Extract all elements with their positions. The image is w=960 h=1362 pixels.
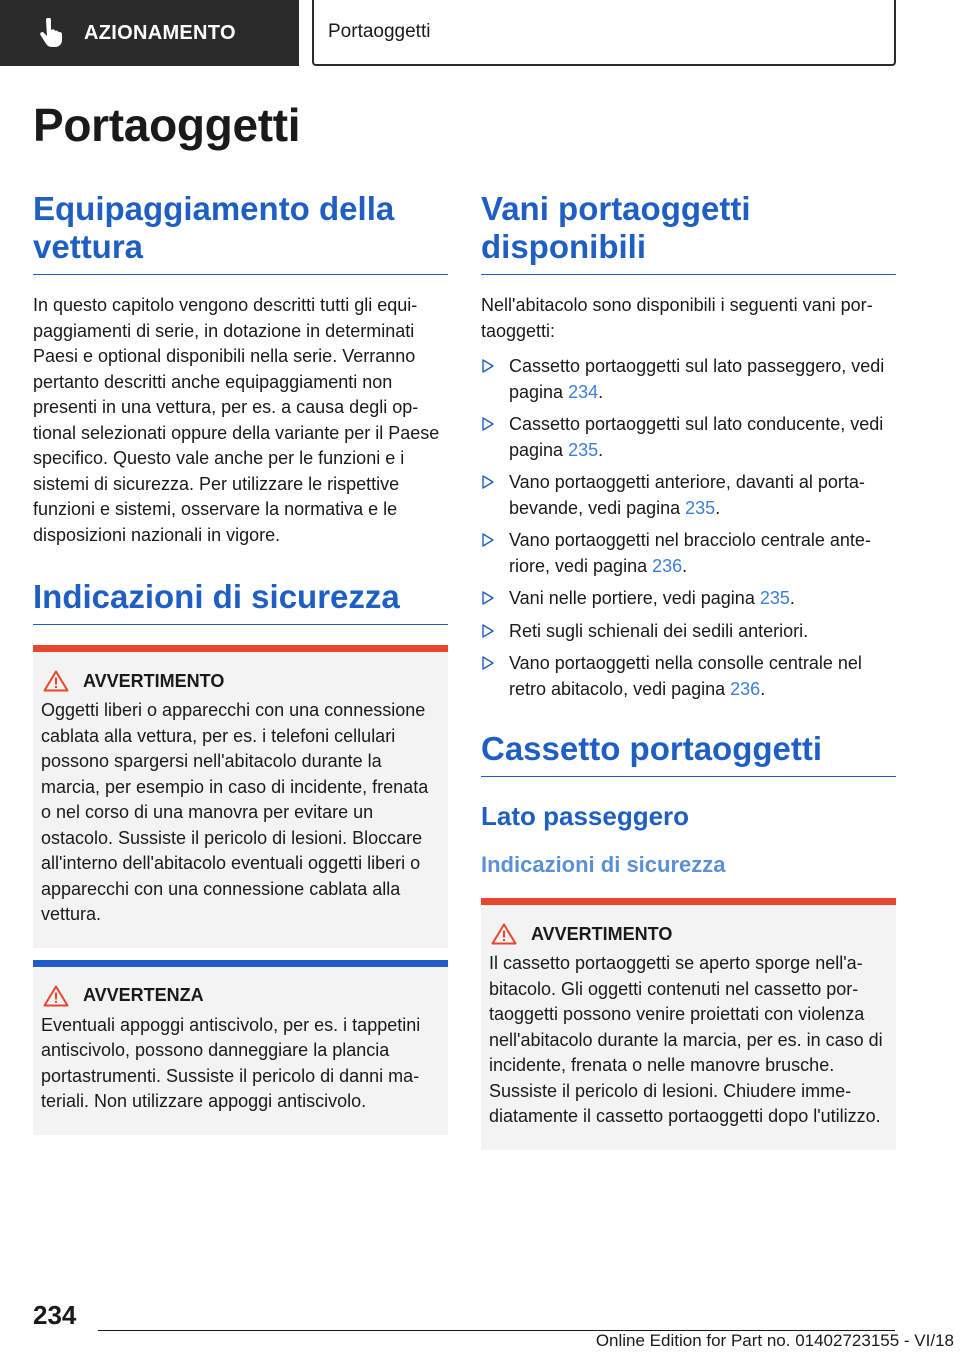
list-item-end: . [789, 588, 795, 608]
list-item-end: . [715, 497, 721, 518]
list-item [481, 354, 896, 405]
page-link[interactable]: 234 [568, 381, 599, 402]
warning-text: Oggetti liberi o apparecchi con una connessione cablata alla vettura, per es. i telefoni cellulari possono spargersi nell'abitacolo durante la marcia, per esempio in caso di incidente, frenata o nel corso di una manovra per evitare un ostacolo. Sussiste il pericolo di lesioni. Bloccare all'interno dell'abitacolo eventuali oggetti liberi o apparecchi con una connessione cablata alla vettura. [41, 700, 429, 924]
list-item-end: . [598, 439, 604, 460]
list-item [481, 528, 896, 579]
triangle-bullet-icon [481, 654, 495, 672]
triangle-bullet-icon [481, 357, 495, 375]
warning-header [41, 670, 440, 692]
section-tab-label: AZIONAMENTO [84, 21, 236, 44]
glovebox-warning-header [489, 923, 888, 945]
chapter-tab-label: Portaoggetti [328, 21, 431, 42]
subsection-heading-passenger: Lato passeggero [481, 801, 690, 831]
section-tab[interactable] [0, 0, 299, 66]
triangle-bullet-icon [481, 415, 495, 433]
list-item-text: Vano portaoggetti nel bracciolo centrale anteriore, vedi pagina [509, 530, 871, 576]
list-item-end: . [760, 678, 766, 699]
list-item-end: . [682, 555, 688, 576]
page-link[interactable]: 235 [568, 439, 599, 460]
page-link[interactable]: 235 [685, 497, 716, 518]
section-heading-compartments: Vani portaoggetti disponibili [481, 190, 896, 275]
list-item [481, 412, 896, 463]
equipment-paragraph: In questo capitolo vengono descritti tutti gli equipaggiamenti di serie, in dotazione in determinati Paesi e optional disponibili nella serie. Verranno pertanto descritti anche equipaggiamenti non presenti in una vettura, per es. a causa degli optional selezionati oppure della variante per il Paese specifico. Questo vale anche per le funzioni e i sistemi di sicurezza. Per utilizzare le rispettive funzioni e sistemi, osservare la normativa e le disposizioni nazionali in vigore. [33, 295, 440, 545]
glovebox-warning-label: AVVERTIMENTO [531, 923, 673, 944]
list-item-text: Vano portaoggetti anteriore, davanti al portabevande, vedi pagina [509, 472, 865, 518]
list-item-text: Cassetto portaoggetti sul lato conducente, vedi pagina [509, 414, 884, 460]
edition-footer: Online Edition for Part no. 01402723155 - VI/18 [595, 1331, 954, 1350]
list-item-text: Reti sugli schienali dei sedili anteriori. [509, 620, 809, 641]
section-heading-glovebox: Cassetto portaoggetti [481, 730, 896, 777]
compartment-list [481, 354, 896, 702]
section-heading-safety: Indicazioni di sicurezza [33, 578, 448, 625]
list-item-text: Cassetto portaoggetti sul lato passeggero, vedi pagina [509, 356, 885, 402]
warning-triangle-icon [43, 670, 69, 692]
chapter-tab[interactable] [312, 0, 896, 66]
section-heading-equipment: Equipaggiamento della vettura [33, 190, 448, 275]
list-item-end: . [598, 381, 604, 402]
left-column [33, 190, 448, 1135]
list-item-text: Vani nelle portiere, vedi pagina [509, 588, 760, 608]
page-number: 234 [33, 1300, 77, 1330]
compartments-intro: Nell'abitacolo sono disponibili i seguenti vani portaoggetti: [481, 295, 873, 341]
page-link[interactable]: 236 [730, 678, 761, 699]
notice-header [41, 985, 440, 1007]
hand-pointer-icon [38, 18, 64, 48]
notice-label: AVVERTENZA [83, 985, 204, 1005]
list-item [481, 470, 896, 521]
notice-triangle-icon [43, 985, 69, 1007]
glovebox-warning-box [481, 898, 896, 1150]
warning-label: AVVERTIMENTO [83, 670, 225, 691]
warning-triangle-icon [491, 923, 517, 945]
triangle-bullet-icon [481, 473, 495, 491]
list-item [481, 619, 896, 645]
page-link[interactable]: 235 [759, 588, 790, 608]
glovebox-warning-text: Il cassetto portaoggetti se aperto sporge nell'abitacolo. Gli oggetti contenuti nel cassetto portaoggetti possono venire proiettati con violenza nell'abitacolo durante la marcia, per es. in caso di incidente, frenata o nelle manovre brusche. Sussiste il pericolo di lesioni. Chiudere immediatamente il cassetto portaoggetti dopo l'utilizzo. [489, 953, 883, 1126]
triangle-bullet-icon [481, 589, 495, 607]
page-title: Portaoggetti [33, 99, 301, 151]
triangle-bullet-icon [481, 531, 495, 549]
list-item-text: Vano portaoggetti nella consolle centrale nel retro abitacolo, vedi pagina [509, 653, 862, 699]
page-link[interactable]: 236 [652, 555, 683, 576]
subsubsection-heading-safety: Indicazioni di sicurezza [481, 852, 726, 877]
notice-text: Eventuali appoggi antiscivolo, per es. i tappetini antiscivolo, possono danneggiare la plancia portastrumenti. Sussiste il pericolo di danni materiali. Non utilizzare appoggi antiscivolo. [41, 1014, 421, 1111]
right-column [481, 190, 896, 1150]
warning-box [33, 645, 448, 948]
triangle-bullet-icon [481, 622, 495, 640]
list-item [481, 651, 896, 702]
list-item [481, 586, 896, 612]
notice-box [33, 960, 448, 1135]
